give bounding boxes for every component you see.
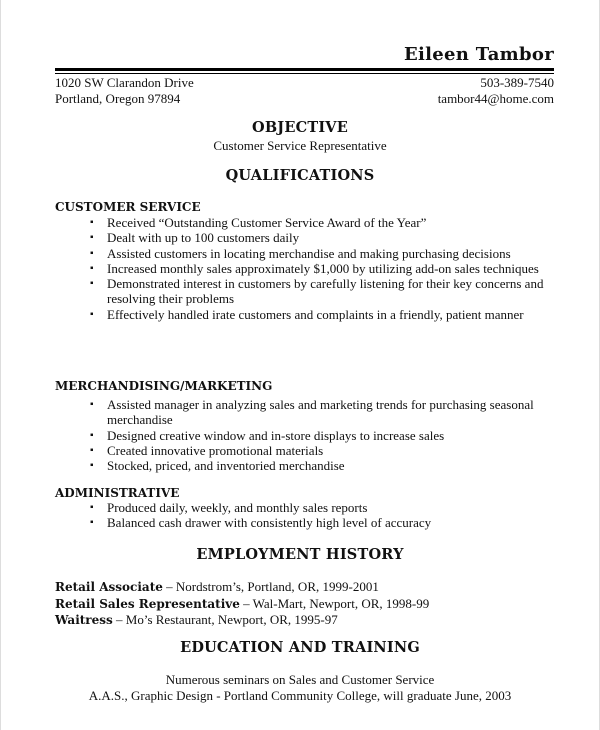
bullet-text: Received “Outstanding Customer Service Award of the Year” — [107, 215, 427, 230]
header-rule — [55, 68, 554, 71]
bullet-item — [90, 428, 560, 443]
candidate-name: Eileen Tambor — [403, 44, 554, 65]
square-bullet-icon: ▪ — [90, 232, 94, 244]
bullet-text: Created innovative promotional materials — [107, 442, 324, 458]
bullet-text: Assisted customers in locating merchandise and making purchasing decisions — [107, 245, 511, 261]
address-line-2: Portland, Oregon 97894 — [55, 91, 181, 106]
group-heading-merchandising: MERCHANDISING/MARKETING — [55, 379, 273, 393]
square-bullet-icon: ▪ — [90, 429, 94, 441]
bullet-item — [90, 515, 560, 530]
qualifications-heading: QUALIFICATIONS — [225, 167, 375, 184]
bullet-item — [90, 307, 560, 322]
square-bullet-icon: ▪ — [90, 247, 94, 259]
bullet-item — [90, 443, 560, 458]
job-entry — [55, 596, 429, 613]
bullet-item — [90, 397, 560, 428]
objective-heading: OBJECTIVE — [251, 119, 348, 136]
address-line-1: 1020 SW Clarandon Drive — [55, 75, 194, 90]
job-role: Retail Sales Representative — [55, 596, 240, 611]
bullet-text: Effectively handled irate customers and complaints in a friendly, patient manner — [107, 306, 524, 322]
education-heading: EDUCATION AND TRAINING — [180, 639, 420, 656]
objective-text: Customer Service Representative — [213, 138, 387, 153]
square-bullet-icon: ▪ — [90, 444, 94, 456]
square-bullet-icon: ▪ — [90, 308, 94, 320]
job-details: – Nordstrom’s, Portland, OR, 1999-2001 — [162, 579, 379, 594]
square-bullet-icon: ▪ — [90, 278, 94, 290]
square-bullet-icon: ▪ — [90, 517, 94, 529]
bullet-text: Assisted manager in analyzing sales and marketing trends for purchasing seasonal merchandise — [107, 397, 534, 428]
bullet-item — [90, 215, 560, 230]
merchandising-list — [90, 397, 560, 473]
customer-service-list — [90, 215, 560, 322]
job-role: Waitress — [55, 613, 113, 627]
square-bullet-icon: ▪ — [90, 502, 94, 513]
square-bullet-icon: ▪ — [90, 262, 94, 274]
bullet-text: Balanced cash drawer with consistently high level of accuracy — [107, 515, 432, 531]
phone: 503-389-7540 — [480, 75, 554, 90]
group-heading-administrative: ADMINISTRATIVE — [55, 486, 180, 500]
bullet-text: Produced daily, weekly, and monthly sales reports — [107, 500, 368, 515]
bullet-text: Designed creative window and in-store displays to increase sales — [107, 427, 445, 443]
bullet-text: Stocked, priced, and inventoried merchandise — [107, 458, 345, 474]
education-line: A.A.S., Graphic Design - Portland Community College, will graduate June, 2003 — [88, 688, 512, 703]
bullet-text: Dealt with up to 100 customers daily — [107, 230, 300, 246]
square-bullet-icon: ▪ — [90, 460, 94, 472]
job-details: – Wal-Mart, Newport, OR, 1998-99 — [239, 595, 430, 611]
bullet-item — [90, 458, 560, 473]
job-role: Retail Associate — [55, 580, 163, 594]
square-bullet-icon: ▪ — [90, 217, 94, 228]
education-line: Numerous seminars on Sales and Customer Service — [165, 672, 435, 687]
bullet-item — [90, 500, 560, 515]
employment-heading: EMPLOYMENT HISTORY — [196, 546, 404, 563]
group-heading-customer-service: CUSTOMER SERVICE — [55, 200, 201, 214]
bullet-item — [90, 230, 560, 245]
job-details: – Mo’s Restaurant, Newport, OR, 1995-97 — [112, 612, 338, 627]
bullet-item — [90, 246, 560, 261]
administrative-list — [90, 500, 560, 531]
bullet-text: Demonstrated interest in customers by carefully listening for their key concerns and resolving their problems — [107, 276, 544, 307]
job-entry — [55, 612, 429, 629]
bullet-text: Increased monthly sales approximately $1,000 by utilizing add-on sales techniques — [107, 260, 539, 276]
bullet-item — [90, 261, 560, 276]
job-entry — [55, 579, 429, 596]
header-rule-thin — [55, 73, 554, 74]
email: tambor44@home.com — [437, 91, 554, 106]
employment-list — [55, 579, 429, 629]
bullet-item — [90, 276, 560, 307]
square-bullet-icon: ▪ — [90, 399, 94, 410]
